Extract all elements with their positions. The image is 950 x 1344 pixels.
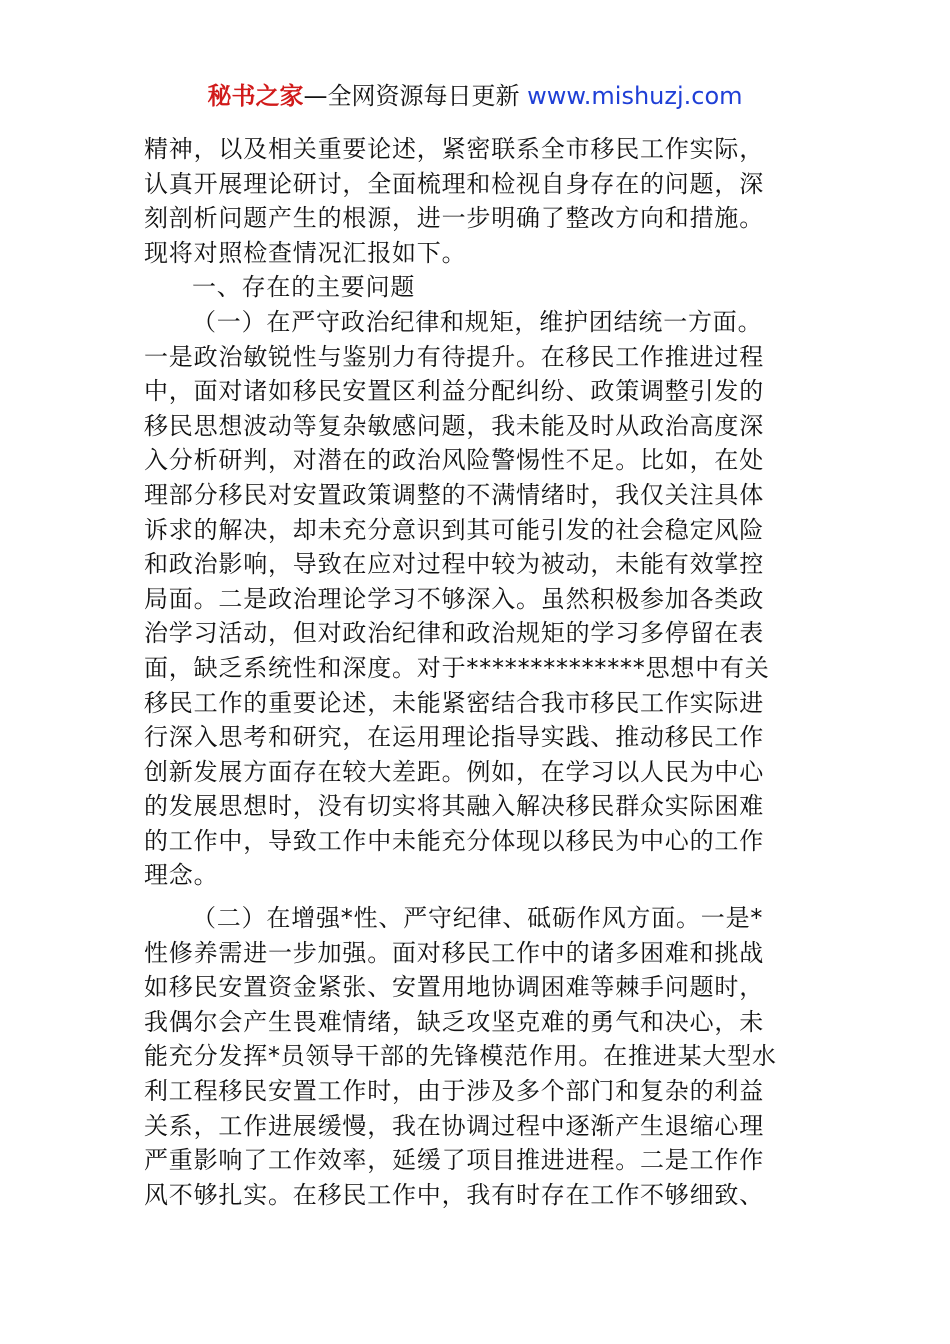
text-line: 创新发展方面存在较大差距。例如，在学习以人民为中心 (144, 757, 764, 786)
text-line: 理部分移民对安置政策调整的不满情绪时，我仅关注具体 (144, 480, 764, 509)
text-line: 认真开展理论研讨，全面梳理和检视自身存在的问题，深 (144, 169, 764, 198)
text-line: 移民思想波动等复杂敏感问题，我未能及时从政治高度深 (144, 411, 764, 440)
section-heading: 一、存在的主要问题 (192, 273, 416, 302)
text-line: 能充分发挥*员领导干部的先锋模范作用。在推进某大型水 (144, 1042, 777, 1071)
text-line: 现将对照检查情况汇报如下。 (144, 238, 467, 267)
text-line: 我偶尔会产生畏难情绪，缺乏攻坚克难的勇气和决心，未 (144, 1007, 764, 1036)
page-header (0, 78, 950, 114)
subsection-heading: （一）在严守政治纪律和规矩，维护团结统一方面。 (192, 307, 763, 336)
text-line: 局面。二是政治理论学习不够深入。虽然积极参加各类政 (144, 584, 764, 613)
text-line: 刻剖析问题产生的根源，进一步明确了整改方向和措施。 (144, 204, 764, 233)
paragraph-gap (144, 893, 808, 901)
header-site-link[interactable]: www.mishuzj.com (527, 82, 743, 110)
text-line: 行深入思考和研究，在运用理论指导实践、推动移民工作 (144, 723, 764, 752)
document-body (144, 132, 808, 1212)
text-line: 中，面对诸如移民安置区利益分配纠纷、政策调整引发的 (144, 377, 764, 406)
text-line: 的工作中，导致工作中未能充分体现以移民为中心的工作 (144, 826, 764, 855)
text-line: 如移民安置资金紧张、安置用地协调困难等棘手问题时， (144, 973, 764, 1002)
text-line: 精神，以及相关重要论述，紧密联系全市移民工作实际， (144, 135, 764, 163)
text-line: 严重影响了工作效率，延缓了项目推进进程。二是工作作 (144, 1146, 764, 1175)
text-line: 关系，工作进展缓慢，我在协调过程中逐渐产生退缩心理 (144, 1111, 764, 1140)
text-line: 和政治影响，导致在应对过程中较为被动，未能有效掌控 (144, 550, 764, 579)
text-line: 诉求的解决，却未充分意识到其可能引发的社会稳定风险 (144, 515, 764, 544)
text-line: 的发展思想时，没有切实将其融入解决移民群众实际困难 (144, 792, 764, 821)
text-line: 风不够扎实。在移民工作中，我有时存在工作不够细致、 (144, 1180, 764, 1209)
text-line: 利工程移民安置工作时，由于涉及多个部门和复杂的利益 (144, 1077, 764, 1106)
text-line: 性修养需进一步加强。面对移民工作中的诸多困难和挑战 (144, 938, 764, 967)
text-line: 理念。 (144, 861, 219, 890)
header-tagline: —全网资源每日更新 (303, 82, 528, 110)
text-line: 一是政治敏锐性与鉴别力有待提升。在移民工作推进过程 (144, 342, 764, 371)
text-line: 移民工作的重要论述，未能紧密结合我市移民工作实际进 (144, 688, 764, 717)
text-line: 面，缺乏系统性和深度。对于**************思想中有关 (144, 653, 770, 682)
text-line: 入分析研判，对潜在的政治风险警惕性不足。比如，在处 (144, 446, 764, 475)
text-line: 治学习活动，但对政治纪律和政治规矩的学习多停留在表 (144, 619, 764, 648)
header-brand: 秘书之家 (207, 82, 304, 110)
subsection-heading: （二）在增强*性、严守纪律、砥砺作风方面。一是* (192, 904, 764, 933)
